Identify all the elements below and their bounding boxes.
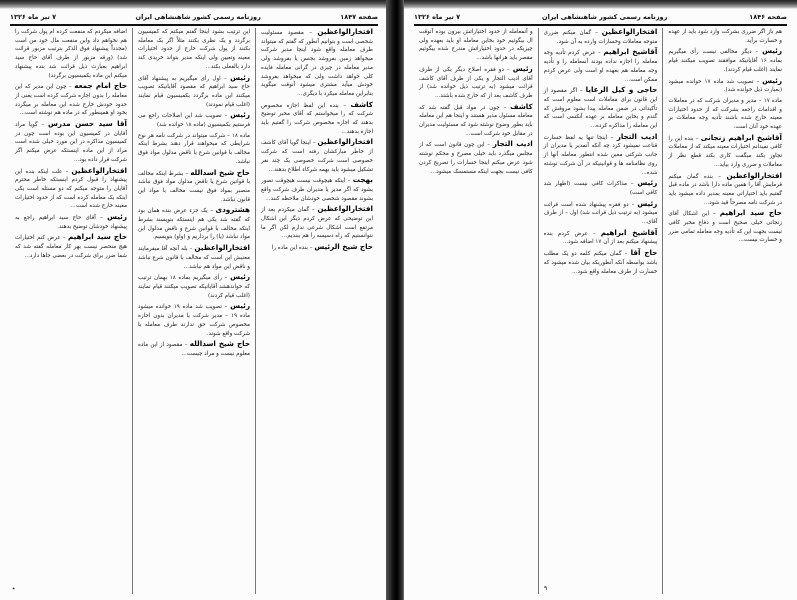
speaker-dash: –	[207, 208, 216, 215]
paragraph-text: ماده ۱۷ – مدیر و مدیران شرکت که در معاملات و اقدامات راجعه بشرکت که از حدود اختیارات معینه خارج شده باشند تأدیه وجه معاملات بر عهده خود آنان است.	[668, 97, 782, 131]
page-number-marker: ٭	[12, 585, 16, 592]
speech-paragraph	[15, 120, 127, 165]
speaker-dash: –	[303, 30, 318, 36]
speaker-name: افتخارالواعظین	[194, 243, 250, 253]
paragraph-text: اگر مقصود از این قانون برای معاملات است معلوم است که تأکیداتی در ضمن معامله پیدا بشود مروقش که گندم و بخاین معامله بر عهده آنکسی است که این معامله را مذاکره کرده...	[543, 88, 658, 130]
speaker-name: رئیس	[762, 75, 782, 85]
speech-paragraph	[419, 103, 533, 139]
speaker-dash: –	[338, 102, 351, 109]
speaker-name: افتخارالواعظین	[601, 28, 658, 36]
speaker-dash: –	[221, 304, 231, 311]
speaker-name: رئیس	[107, 212, 127, 222]
speaker-dash: –	[183, 170, 191, 177]
speech-paragraph	[138, 244, 250, 271]
speech-paragraph	[544, 133, 658, 178]
paragraph-text: دو فقره اصلاح دیگر یکی از طرف آقای ادیب التجار و یکی از طرف آقای کاشف قرائت میشود (به ترتیب ذیل خوانده شد) از طرف کاشف بعد از که خارج شده باشند...	[418, 66, 533, 99]
paragraph-text: چون این مدیر که این معامله را بدون اجازه شرکت کرده است یعنی از حدود خودش خارج شده این معامله بر میگردد بخود او همینطور که در ماده هم نوشته است...	[15, 84, 127, 117]
paragraph-text: مقصود از این ماده معلوم نیست و مراد چیست...	[138, 342, 250, 357]
speaker-dash: –	[751, 49, 763, 56]
scan-shadow-top	[404, 0, 797, 9]
paragraph-text: این ترتیب بشود اینجا گفتم میکنم که کمیسیون برگردد و یک نظری بکنند مثلاً اگر یک معامله بکنند از پول شرکت خارج از حدود اختیارات معینه وتعیین ولی اینکه مدیر بتواند خریدی کند دارد بالفعلی بکند...	[138, 29, 250, 70]
speech-paragraph	[138, 302, 250, 338]
paragraph-text: گمان میکردم بعد از این توضیحی که عرض کردم دیگر این اشکال مرتفع است اشکال شرعی ندارم لکن اگر ما نتوانستیم که راه دسیسه را هم ببندیم...	[261, 207, 373, 240]
speaker-dash: –	[577, 88, 586, 95]
publication-title: روزنامه رسمی کشور شاهنشاهی ایران	[135, 13, 261, 21]
speaker-name: حاجی و کیل الرعایا	[585, 85, 658, 95]
speaker-dash: –	[220, 75, 231, 82]
paragraph-text: گمان میکنم کلمه دو یک مطلب باشد بواسطه آنکه آنطوریکه بیان شده میشود که خسارت از طرف معامله واقع شود...	[543, 251, 658, 275]
speaker-name: کاشف	[510, 101, 533, 111]
speaker-dash: –	[712, 173, 727, 180]
speaker-dash: –	[95, 215, 108, 222]
speaker-name: ادیب التجار	[492, 139, 533, 149]
page-label: صفحه ۱۸۴۷	[340, 13, 378, 21]
paragraph-text: اینجا گویا آقای کاشف از خاطر مبارکشان رفته است که شرکت خصوصی است شرکت خصوصی یک چند نفر تشکیل میشود باید بهمه شرکاء اطلاع بدهند...	[261, 140, 373, 173]
speaker-name: رئیس	[637, 198, 658, 208]
speech-paragraph	[138, 206, 250, 242]
speaker-name: آقاشیخ ابراهیم	[600, 227, 658, 237]
speaker-name: آقا سید حسن مدرس	[47, 119, 127, 129]
paragraph-text: گویا مراد آقایان در کمیسیون این بوده است چون در کمیسیون مذاکره در این مورد خیلی شده است مراد از این ماده اینستکه عرض میکنم اگر شرکت قرار داده بود...	[15, 122, 127, 163]
speaker-dash: –	[587, 230, 601, 237]
speech-paragraph	[668, 172, 782, 208]
paragraph-text: اینکه هیچوقت نیست هیچوقت تصور بشود که اگر مدیر یا مدیران طرف شرکت واقع بشوند مقصود شخصی خودشان ملاحظه کنند...	[261, 178, 373, 202]
speaker-dash: –	[591, 30, 602, 36]
right-page-header	[414, 11, 787, 23]
speech-paragraph	[138, 132, 250, 167]
paragraph-text: یک جزء عرض بنده همان بود که گفته شد یکی هم اینستکه بنویسند بشرط اینکه مخالف با قوانین شرع و ناقض مدلول این مواد نباشد (یا) را برداریم و (واو) بنویسیم.	[138, 208, 250, 241]
speaker-dash: –	[628, 201, 638, 208]
right-page-columns	[414, 28, 787, 594]
text-column	[414, 28, 538, 594]
paragraph-text: این اشکال آقای زنجانی خیلی صحیح است و دفاع مخبر کافی نیست بجهت این که تأدیه وجه معامله تمامی ضرر و خسارت نیست...	[668, 211, 782, 244]
speech-paragraph	[668, 209, 782, 245]
speech-paragraph	[419, 140, 533, 176]
paragraph-text: تصویب شد ماده ۱۷ خوانده میشود (بعبارت ذیل خوانده شد).	[668, 78, 782, 94]
speech-paragraph	[668, 47, 782, 74]
paragraph-text: ماده ۱۸ – شرکت میتواند در شرکت نامه هر نوع شرایطی که میخواهند قرار دهند بشرط اینکه مخالف با قوانین شرع یا ناقض مدلول مواد فوق نباشد.	[138, 132, 250, 165]
speaker-dash: –	[307, 245, 315, 252]
speaker-dash: –	[62, 168, 72, 175]
issue-date: ۷ تیر ماه ۱۳۲۶	[10, 13, 57, 21]
speech-paragraph	[15, 213, 127, 231]
speech-paragraph	[544, 249, 658, 276]
speaker-dash: –	[484, 142, 493, 149]
speaker-name: کاشف	[350, 99, 373, 109]
speech-paragraph	[668, 77, 782, 95]
text-column	[662, 28, 787, 594]
speaker-name: افتخارالواعظین	[317, 28, 373, 36]
speaker-dash: –	[693, 135, 701, 142]
speaker-name: افتخارالواعظین	[317, 137, 373, 147]
speaker-name: رئیس	[762, 46, 782, 56]
paragraph-text: بنده این لفظ اجازه مخصوص شرکت که را میخواستم که آقای مخبر توضیح بدهند که اجازه مخصوص شرکت را گفتیم باید اجازه بدهند...	[261, 102, 373, 135]
right-page	[404, 0, 797, 600]
speech-paragraph	[261, 205, 373, 241]
text-column	[538, 28, 663, 594]
speech-paragraph	[261, 101, 373, 137]
paragraph-text: چون در مواد قبل گفته شد که معامله مسئول مدیر هستند و اینجا هم این معامله باید بطور وضوح نوشته شود که مسئولیت مدیران در مقابل خود شرکت است...	[418, 104, 533, 137]
speaker-dash: –	[182, 342, 190, 349]
paragraph-text: بنده این ماده را	[271, 245, 308, 252]
paragraph-text: گمان میکنم ضرری متوجه معاملات وخسارات وارده به آن شود.	[543, 30, 658, 45]
paragraph-text: تصویب شد ماده ۱۹ خوانده میشود ماده ۱۹ – مدیر شرکت یا مدیران بدون اجازه مخصوص شرکت حق ندارند طرف معامله با شرکت واقع شوند.	[138, 304, 250, 337]
paragraph-text: و آنمعامله از حدود اختیاراتش بیرون بوده آنوقت ال بیگوئیم خود بخاین معامله او باید بعهده ولی چیزیکه در حدود اختیاراتش مندرج شده بیگوئیم مقصر باید هرانها باشد...	[418, 29, 533, 62]
speaker-dash: –	[309, 207, 318, 214]
speaker-name: حاج آقا	[630, 248, 658, 258]
speaker-name: آقاشیخ ابراهیم زنجانی	[700, 132, 782, 142]
speech-paragraph	[544, 200, 658, 227]
speech-paragraph	[419, 65, 533, 101]
paragraph-text: اول رأی میگیریم به پیشنهاد آقای حاج سید ابراهیم که مقصود آقایانیکه تصویب میکنند این ماده برگردد بکمیسیون قیام نمایند (اغلب قیام نمودند)	[138, 75, 250, 108]
issue-date: ۷ تیر ماه ۱۳۲۶	[414, 13, 461, 21]
speaker-name: افتخارالواعظین	[317, 204, 373, 214]
speech-paragraph	[138, 74, 250, 110]
speech-paragraph	[15, 167, 127, 212]
speaker-name: حاج سید ابراهیم	[68, 232, 127, 242]
speaker-dash: –	[310, 140, 318, 147]
speaker-name: رئیس	[230, 72, 251, 82]
speaker-name: ادیب التجار	[616, 131, 658, 141]
speaker-name: حاج شیخ اسدالله	[190, 167, 250, 177]
speaker-name: رئیس	[230, 272, 250, 282]
paragraph-text: هم باز اگر ضرری بشرکت وارد شود باید از عهده و خسارت برآید.	[668, 29, 782, 44]
publication-title: روزنامه رسمی کشور شاهنشاهی ایران	[542, 13, 668, 21]
speech-paragraph	[15, 233, 127, 260]
paragraph-text: آقای حاج سید ابراهیم راجع به پیشنهاد خودشان توضیح بدهند.	[15, 215, 127, 230]
speaker-name: رئیس	[230, 301, 251, 311]
paragraph-text: این چون قانون است که از مجلس میگذرد باید خیلی مصرح و محکم نوشته شود عرض میکنم اینجا خسارات را تصریح کردن کافی نیست بجهت اینکه مستمسک میشود...	[418, 142, 533, 175]
speaker-dash: –	[621, 251, 631, 258]
speaker-name: حاج امام جمعه	[74, 81, 128, 91]
speech-paragraph	[668, 134, 782, 170]
speaker-name: بهجت	[352, 175, 373, 185]
speaker-dash: –	[753, 78, 763, 85]
speaker-dash: –	[345, 178, 353, 185]
speech-paragraph	[261, 138, 373, 174]
speaker-dash: –	[503, 66, 513, 73]
speech-paragraph	[544, 179, 658, 197]
speech-paragraph	[138, 28, 250, 72]
speaker-name: حاج سید ابراهیم	[719, 208, 782, 218]
text-column	[132, 28, 255, 594]
paragraph-text: دیگر مخالفی نیست رأی میگیریم بماده ۱۶ آقایانیکه موافقند تصویب میکنند قیام نمایند (اغلب قیام کردند).	[668, 49, 782, 73]
speech-paragraph	[138, 111, 250, 129]
speaker-name: رئیس	[637, 178, 658, 188]
speaker-name: هشترودی	[215, 205, 250, 215]
speech-paragraph	[544, 48, 658, 84]
paragraph-text: عرض کردم تأدیه وجه معامله را اجازه نداده بودند آنمعامله را و تأدیه وجه معامله هم بعهده او است ولی عرض کردم ممکن است...	[543, 50, 658, 83]
text-column	[10, 28, 132, 594]
speaker-dash: –	[499, 104, 511, 111]
speaker-name: حاج شیخ الرئیس	[314, 242, 373, 252]
speech-paragraph	[138, 169, 250, 205]
paragraph-text: اضافه میکردم که منفعت کرده ام پول شرکت را هم نخواهم داد واین منفعت مال خود من است (مجدداً پیشنهاد فوق الذکر بترتیب مزبور قرائت شد) (ورقه مزبور از طرف آقای حاج سید ابراهیم بعبارت ذیل قرائت شد بنده پیشنهاد میکنم این ماده بکمیسیون برگردد)	[15, 29, 127, 79]
speaker-dash: –	[187, 246, 195, 253]
left-page-columns	[10, 28, 378, 594]
left-page-header	[10, 11, 378, 23]
paragraph-text: اینجا تنها یه لفظ خسارت قناعت نمیشود کرد چه آنکه آنمدیر یا مدیران از جانب شرکتی معین شده انتطور معامله آنها از روی نظامنامه ها و قوانینیکه در آن شرکت نوشته شده...	[543, 134, 658, 176]
speech-paragraph	[15, 28, 127, 80]
paragraph-text: رأی میگیریم بماده ۱۸ بهمان ترتیب که خواندهشد آقایانیکه تصویب میکنند قیام نمایند (اغلب قیام کردند)	[138, 275, 250, 299]
page-label: صفحه ۱۸۴۶	[749, 13, 787, 21]
speech-paragraph	[261, 243, 373, 253]
speech-paragraph	[261, 28, 373, 99]
speaker-name: رئیس	[230, 110, 250, 120]
paragraph-text: عرض کردم بنده پیشنهاد میکنم بعد از آن ۱۷ اضافه شود...	[543, 230, 658, 246]
speaker-name: افتخارالواعظین	[71, 165, 127, 175]
speaker-name: رئیس	[512, 63, 533, 73]
paragraph-text: دو فقره پیشنهاد شده است قرائت میشود (به ترتیب ذیل قرائت شد) اول – از طرف آقای...	[543, 201, 658, 226]
paragraph-text: عرض کنم اختیارات هیچ منحصر نیست بهر کار معامله گفته شد که شما ضرر برای شرکت در بعضی جاها دارد...	[15, 235, 127, 259]
speech-paragraph	[419, 28, 533, 63]
header-rule	[414, 24, 787, 26]
paragraph-text: تصویب شد این اصلاحات راجع می فرستیم بکمیسیون (ماده ۱۸ خوانده شد)	[138, 113, 250, 129]
scan-shadow-top	[0, 0, 388, 9]
speaker-dash: –	[595, 50, 604, 57]
binding-gutter	[386, 0, 406, 600]
speaker-dash: –	[66, 84, 75, 91]
page-number-marker: ۹	[544, 585, 548, 592]
text-column	[255, 28, 378, 594]
header-rule	[10, 24, 378, 26]
paragraph-text: بنده گمان میکنم فرمایش آقا را همین ماده دارا باشد در ماده قبل گفتیم باید اختیاراتی معینه بمدیر داده میشود باید در شرکت نامه مصرحاً قید شود...	[668, 173, 782, 206]
speech-paragraph	[544, 86, 658, 131]
speech-paragraph	[544, 28, 658, 46]
speaker-name: آقاشیخ ابراهیم	[603, 47, 658, 57]
speech-paragraph	[15, 82, 127, 118]
paragraph-text: مذاکرات کافی نیست (اظهار شد کافی است)	[543, 181, 658, 196]
paragraph-text: بله آنچه آقا میفرمایند معنیش این است که مخالف با قانون شرع نباشد و ناقض این مواد هم نباشد...	[138, 246, 250, 270]
speaker-dash: –	[60, 235, 69, 242]
speaker-dash: –	[607, 134, 617, 141]
speech-paragraph	[261, 176, 373, 203]
speech-paragraph	[668, 97, 782, 132]
paragraph-text: بشرط اینکه مخالف با قوانین شرع یا ناقض مدلول مواد فوق نباشد منصبر بمواد فوق نیست مخالف با مواد این قانون نباشد.	[138, 170, 250, 203]
speaker-name: حاج شیخ اسدالله	[189, 339, 251, 349]
paragraph-text: مقصود مسئولیت شخصی است و بنوانیم آنطور که گفتم که میتواند طرف معامله واقع شود اینجا مدیر شرکت میخواهد زمین بفروشد بجنس یا بفروشد ولی مدیر معامله در چیزی در گرانی معامله فایده کلی خواهد داشت ولی که میخواهد بفروشد خودش میآید مشتری میشود آنوقت میگوید بنابراین معامله میکرد با دیگری...	[261, 30, 373, 97]
speaker-dash: –	[37, 122, 48, 129]
left-page	[0, 0, 388, 600]
speaker-dash: –	[709, 211, 720, 218]
speech-paragraph	[668, 28, 782, 45]
speaker-dash: –	[221, 113, 231, 120]
paragraph-text: بنده این را کافی نمیدانم اختیارات معینه میکند که از معاملات تجاوز بکند میگفت کاری بکند قطع نظر از معاملات و ضرری وارد بیاید...	[668, 135, 782, 168]
speech-paragraph	[544, 229, 658, 247]
speech-paragraph	[138, 273, 250, 300]
speech-paragraph	[138, 340, 250, 358]
speaker-name: افتخارالواعظین	[726, 170, 783, 180]
speaker-dash: –	[222, 275, 231, 282]
paragraph-text: علت اینکه بنده این پیشنهاد را قبول کردم اینستکه خاطر محترم آقایان را متوجه میکنم که دو مسئله است یکی اینکه یک معامله کرده است که از حدود اختیارات معینه خارج شده است...	[15, 168, 127, 210]
speaker-dash: –	[627, 181, 638, 188]
